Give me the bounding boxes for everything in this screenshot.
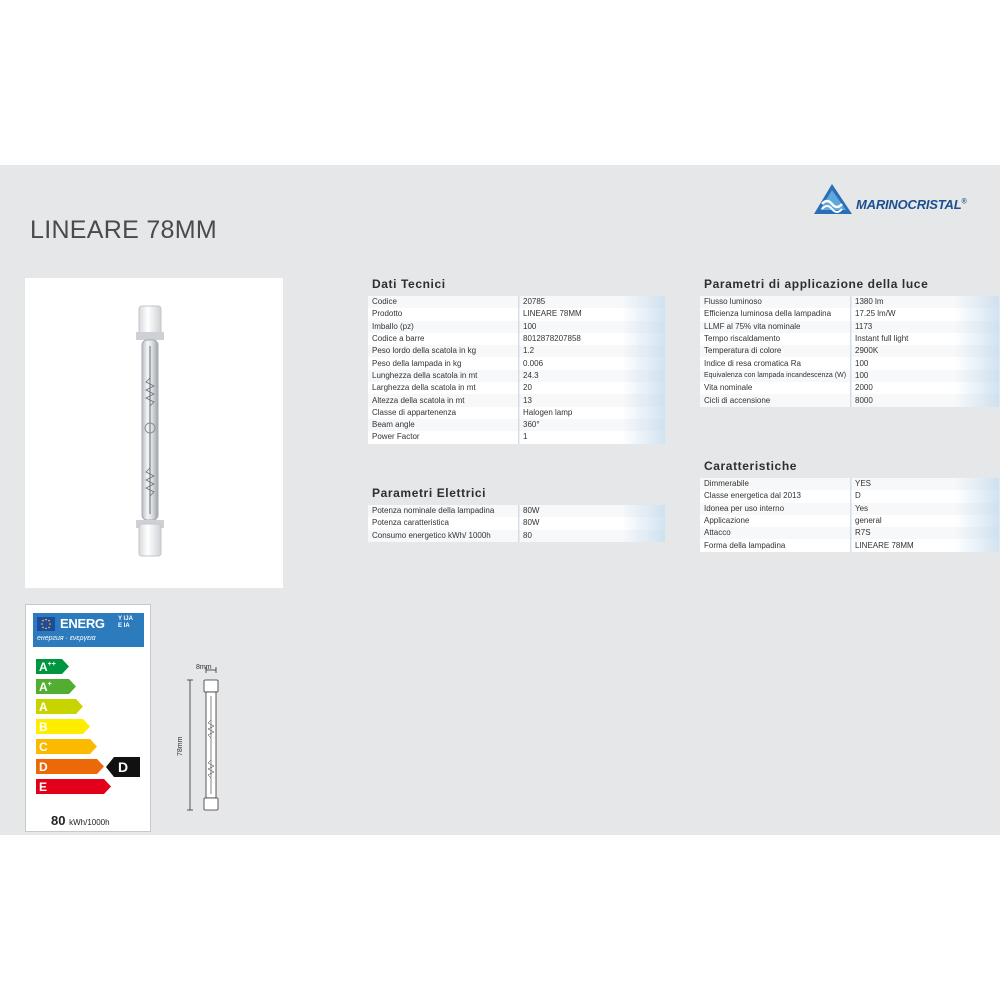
spec-key: Peso lordo della scatola in kg [368, 345, 519, 357]
energy-label [25, 604, 151, 832]
table-row [700, 490, 999, 502]
energy-consumption [51, 813, 110, 828]
spec-value: 0.006 [519, 357, 666, 369]
caratteristiche-table [700, 478, 999, 552]
spec-key: Classe energetica dal 2013 [700, 490, 851, 502]
energy-class-label: A++ [39, 660, 56, 674]
table-row [368, 308, 665, 320]
spec-value: 360° [519, 419, 666, 431]
spec-value: 80W [519, 517, 666, 529]
caratteristiche-heading: Caratteristiche [704, 459, 798, 473]
spec-key: Potenza nominale della lampadina [368, 505, 519, 517]
spec-value: 8012878207858 [519, 333, 666, 345]
spec-value: 1173 [851, 321, 1000, 333]
spec-value: D [851, 490, 1000, 502]
energy-label-title: ENERG [60, 616, 105, 631]
table-row [368, 321, 665, 333]
lamp-dimension-diagram [168, 660, 228, 820]
energy-class-label: B [39, 720, 48, 734]
spec-value: R7S [851, 527, 1000, 539]
table-row [368, 333, 665, 345]
table-row [700, 345, 999, 357]
spec-value: LINEARE 78MM [851, 539, 1000, 551]
energy-class-label: A [39, 700, 48, 714]
table-row [700, 357, 999, 369]
spec-key: Attacco [700, 527, 851, 539]
parametri-elettrici-table [368, 505, 665, 542]
energy-class-bar [36, 699, 83, 714]
spec-value: 24.3 [519, 370, 666, 382]
spec-value: 20785 [519, 296, 666, 308]
spec-key: Peso della lampada in kg [368, 357, 519, 369]
spec-value: Instant full light [851, 333, 1000, 345]
table-row [700, 308, 999, 320]
spec-key: Idonea per uso interno [700, 503, 851, 515]
spec-value: general [851, 515, 1000, 527]
table-row [368, 394, 665, 406]
energy-class-bar [36, 659, 69, 674]
table-row [368, 419, 665, 431]
energy-class-bar [36, 739, 97, 754]
dati-tecnici-table [368, 296, 665, 444]
energy-label-header [33, 613, 144, 647]
energy-class-label: C [39, 740, 48, 754]
spec-key: Power Factor [368, 431, 519, 443]
table-row [700, 333, 999, 345]
table-row [368, 407, 665, 419]
marinocristal-logo-icon [812, 180, 854, 220]
spec-key: Prodotto [368, 308, 519, 320]
spec-value: 13 [519, 394, 666, 406]
table-row [368, 431, 665, 443]
energy-label-suffix: Y IJA E IA [118, 616, 133, 629]
spec-value: 8000 [851, 394, 1000, 406]
dimension-length-label: 78mm [177, 736, 184, 756]
spec-key: Codice [368, 296, 519, 308]
table-row [368, 517, 665, 529]
spec-key: Dimmerabile [700, 478, 851, 490]
spec-key: Classe di appartenenza [368, 407, 519, 419]
spec-key: Imballo (pz) [368, 321, 519, 333]
spec-value: Halogen lamp [519, 407, 666, 419]
energy-class-label: E [39, 780, 48, 794]
spec-value: 1 [519, 431, 666, 443]
dimension-width-label: 8mm [196, 664, 212, 671]
caratteristiche-section [700, 459, 999, 552]
energy-class-bar [36, 779, 111, 794]
spec-key: Equivalenza con lampada incandescenza (W) [700, 370, 851, 382]
table-row [368, 345, 665, 357]
table-row [700, 539, 999, 551]
table-row [368, 530, 665, 542]
spec-value: 2000 [851, 382, 1000, 394]
spec-value: YES [851, 478, 1000, 490]
spec-value: 80 [519, 530, 666, 542]
energy-class-label: D [39, 760, 48, 774]
parametri-luce-table [700, 296, 999, 407]
spec-value: 100 [851, 370, 1000, 382]
parametri-luce-section [700, 277, 999, 407]
parametri-elettrici-heading: Parametri Elettrici [372, 486, 487, 500]
table-row [368, 382, 665, 394]
table-row [700, 382, 999, 394]
energy-class-bar [36, 719, 90, 734]
spec-value: 100 [519, 321, 666, 333]
brand-name: MARINOCRISTAL® [856, 197, 967, 212]
spec-key: Consumo energetico kWh/ 1000h [368, 530, 519, 542]
spec-value: 2900K [851, 345, 1000, 357]
table-row [368, 357, 665, 369]
spec-key: Lunghezza della scatola in mt [368, 370, 519, 382]
spec-key: Efficienza luminosa della lampadina [700, 308, 851, 320]
spec-value: 80W [519, 505, 666, 517]
energy-label-subtitle: енергия · ενεργεια [37, 635, 96, 642]
eu-flag-icon [37, 617, 55, 631]
spec-value: 100 [851, 357, 1000, 369]
table-row [700, 503, 999, 515]
energy-rating-indicator [106, 757, 140, 777]
table-row [700, 394, 999, 406]
dati-tecnici-section [368, 277, 665, 444]
spec-value: 1.2 [519, 345, 666, 357]
energy-class-label: A+ [39, 680, 52, 694]
spec-key: Vita nominale [700, 382, 851, 394]
table-row [368, 370, 665, 382]
table-row [700, 478, 999, 490]
table-row [368, 505, 665, 517]
spec-value: 1380 lm [851, 296, 1000, 308]
spec-key: Larghezza della scatola in mt [368, 382, 519, 394]
halogen-lamp-image [25, 278, 283, 588]
page-title: LINEARE 78MM [30, 216, 217, 244]
table-row [700, 527, 999, 539]
spec-key: Forma della lampadina [700, 539, 851, 551]
energy-rating-label: D [118, 759, 129, 775]
parametri-luce-heading: Parametri di applicazione della luce [704, 277, 929, 291]
spec-key: LLMF al 75% vita nominale [700, 321, 851, 333]
spec-value: Yes [851, 503, 1000, 515]
energy-class-bar [36, 759, 104, 774]
spec-key: Temperatura di colore [700, 345, 851, 357]
energy-consumption-unit: kWh/1000h [69, 818, 110, 827]
spec-value: 17.25 lm/W [851, 308, 1000, 320]
spec-key: Altezza della scatola in mt [368, 394, 519, 406]
dati-tecnici-heading: Dati Tecnici [372, 277, 446, 291]
dimension-drawing [168, 660, 228, 820]
energy-class-bar [36, 679, 76, 694]
product-photo [25, 278, 283, 588]
spec-value: LINEARE 78MM [519, 308, 666, 320]
spec-value: 20 [519, 382, 666, 394]
brand-logo [812, 180, 992, 222]
energy-class-scale [36, 659, 146, 804]
table-row [700, 321, 999, 333]
spec-key: Tempo riscaldamento [700, 333, 851, 345]
table-row [700, 296, 999, 308]
spec-key: Cicli di accensione [700, 394, 851, 406]
spec-key: Beam angle [368, 419, 519, 431]
spec-key: Applicazione [700, 515, 851, 527]
table-row [700, 515, 999, 527]
spec-key: Flusso luminoso [700, 296, 851, 308]
spec-key: Codice a barre [368, 333, 519, 345]
energy-consumption-value: 80 [51, 813, 66, 828]
parametri-elettrici-section [368, 486, 665, 542]
table-row [368, 296, 665, 308]
table-row [700, 370, 999, 382]
spec-key: Potenza caratteristica [368, 517, 519, 529]
spec-key: Indice di resa cromatica Ra [700, 357, 851, 369]
